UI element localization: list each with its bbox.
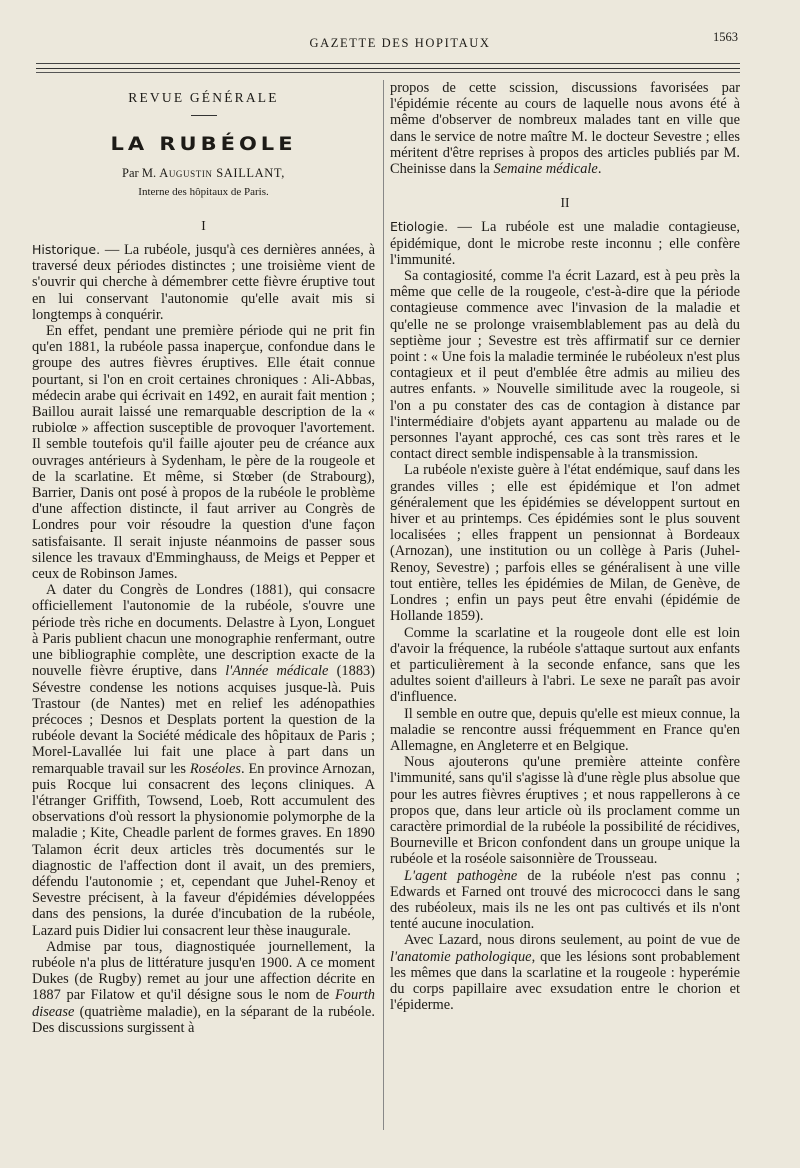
section-number: II: [560, 195, 570, 211]
paragraph: Avec Lazard, nous dirons seulement, au point de vue de l'anatomie pathologique, que les lésions sont probablement les mêmes que dans la scarlatine et la rougeole : hyperémie du corps papillaire avec exsudation entre le chorion et l'épiderme.: [390, 932, 740, 1014]
paragraph: Sa contagiosité, comme l'a écrit Lazard, est à peu près la même que celle de la rougeole, c'est-à-dire que la période contagieuse commence avec l'invasion de la maladie et qu'elle ne se prolonge vraisemblablement pas au delà du septième jour ; Sevestre est très affirmatif sur ce dernier point : « Une fois la maladie terminée le rubéoleux n'est plus contagieux et il peut d'emblée être admis au milieu des autres enfants. » Nouvelle similitude avec la rougeole, si l'on a pu constater des cas de contagion à distance par l'intermédiaire d'objets ayant appartenu au malade ou de personnes l'ayant approché, ces cas sont très rares et le contact direct semble indispensable à la transmission.: [390, 268, 740, 463]
header-rule: [36, 63, 740, 64]
paragraph: L'agent pathogène de la rubéole n'est pas connu ; Edwards et Farned ont trouvé des micrococci dans le sang des rubéoleux, mais ils ne les ont pas cultivés et ils n'ont tenté aucune inoculation.: [390, 867, 740, 933]
paragraph: La rubéole n'existe guère à l'état endémique, sauf dans les grandes villes ; elle est épidémique et l'on admet généralement que les épidémies se développent surtout en hiver et au printemps. Ces épidémies sont le plus souvent localisées ; elles frappent un pensionnat à Bordeaux (Arnozan), une institution ou un collège à Paris (Juhel-Renoy, Sevestre) ; parfois elles se généralisent à une ville tout entière, telles les épidémies de Milan, de Genève, de Londres ; enfin un pays peut être envahi (épidémie de Hollande 1859).: [390, 462, 740, 625]
paragraph: Admise par tous, diagnostiquée journellement, la rubéole n'a plus de littérature jusqu'en 1900. A ce moment Dukes (de Rugby) remet au jour une affection décrite en 1887 par Filatow et qu'il désigne sous le nom de Fourth disease (quatrième maladie), en la séparant de la rubéole. Des discussions surgissent à: [32, 938, 375, 1036]
paragraph-lead: Etiologie.: [390, 219, 449, 235]
running-title: GAZETTE DES HOPITAUX: [309, 36, 491, 50]
byline: [32, 165, 375, 181]
paragraph: Comme la scarlatine et la rougeole dont elle est loin d'avoir la fréquence, la rubéole s'attaque surtout aux enfants et particulièrement à la seconde enfance, sans que les adultes soient d'ailleurs à l'abri. Le sexe ne paraît pas avoir d'influence.: [390, 624, 740, 706]
paragraph: A dater du Congrès de Londres (1881), qui consacre officiellement l'autonomie de la rubéole, s'ouvre une période très riche en documents. Delastre à Lyon, Longuet à Paris publient chacun une monographie renfermant, outre une bibliographie complète, une description exacte de la nouvelle fièvre éruptive, dans l'Année médicale (1883) Sévestre condense les notions acquises jusque-là. Puis Trastour (de Nantes) met en relief les adénopathies précoces ; Desnos et Desplats portent la question de la rubéole devant la Société médicale des hôpitaux de Paris ; Morel-Lavallée lui fait une place à part dans un remarquable travail sur les Roséoles. En province Arnozan, puis Rocque lui consacrent des leçons cliniques. A l'étranger Griffith, Towsend, Loeb, Rott accumulent des observations d'où ressort la physionomie polymorphe de la maladie ; Kite, Cheadle parlent de formes graves. En 1890 Talamon écrit deux articles très documentés sur le diagnostic de l'affection dont il avait, un des premiers, défendu l'autonomie ; et, cependant que Juhel-Renoy et Sevestre précisent, à la faveur d'épidémies développées dans des pensions, la durée d'incubation de la rubéole, Lazard puis Didier lui consacrent leur thèse inaugurale.: [32, 582, 376, 939]
paragraph: En effet, pendant une première période qui ne prit fin qu'en 1881, la rubéole passa inaperçue, confondue dans le groupe des autres fièvres éruptives. Elle était connue pourtant, si l'on en croit certaines chroniques : Ali-Abbas, médecin arabe qui écrivait en 1492, en aurait fait mention ; Baillou aurait laissé une remarquable description de la « rubiolœ » affection susceptible de provoquer l'avortement. Il semble toutefois qu'il faille ajouter peu de créance aux ouvrages antérieurs à Sydenham, le père de la rougeole et de la scarlatine. Et même, si Stœber (de Strabourg), Barrier, Danis ont posé à propos de la rubéole le problème d'une affection distincte, il faut arriver au Congrès de Londres pour voir résoudre la question d'une façon satisfaisante. Il serait injuste néanmoins de passer sous silence les travaux d'Emminghauss, de Meigs et Pepper et ceux de Robinson James.: [32, 323, 375, 583]
section-rubric: REVUE GÉNÉRALE: [128, 90, 279, 105]
paragraph: Etiologie. — La rubéole est une maladie contagieuse, épidémique, dont le microbe reste inconnu ; elle confère l'immunité.: [390, 219, 740, 268]
paragraph: Historique. — La rubéole, jusqu'à ces dernières années, à traversé deux périodes distinctes ; une troisième vient de s'ouvrir qui cherche à démembrer cette fièvre éruptive tout en lui conservant l'autonomie qu'elle avait mis si longtemps à conquérir.: [32, 242, 375, 323]
paragraph: propos de cette scission, discussions favorisées par l'épidémie récente au cours de laquelle nous avons été à même d'observer de nombreux malades tant en ville que dans le service de notre maître M. le docteur Sevestre ; elles méritent d'être reprises à propos des articles publiés par M. Cheinisse dans la Semaine médicale.: [390, 80, 740, 178]
article-title: LA RUBÉOLE: [110, 133, 297, 155]
author-affiliation: Interne des hôpitaux de Paris.: [138, 185, 269, 198]
left-column: [32, 80, 375, 1036]
header-rule: [36, 72, 740, 73]
author-name: Augustin SAILLANT,: [159, 166, 285, 181]
paragraph: Nous ajouterons qu'une première atteinte confère l'immunité, sans qu'il s'agisse là d'une règle plus absolue que pour les autres fièvres éruptives ; et nous rappellerons à ce propos que, dans leur article où ils proclament comme un caractère primordial de la rubéole la possibilité de récidives, Bourneville et Bricon confondent dans un groupe unique la rubéole et la roséole saisonnière de Trousseau.: [390, 754, 740, 868]
column-divider: [383, 80, 384, 1130]
title-divider: [191, 115, 217, 116]
right-column: [390, 80, 740, 1013]
byline-prefix: Par M.: [122, 166, 157, 181]
page-number: 1563: [713, 30, 738, 44]
section-number: I: [201, 217, 206, 233]
paragraph: Il semble en outre que, depuis qu'elle est mieux connue, la maladie se rencontre aussi fréquemment en France qu'en Allemagne, en Angleterre et en Belgique.: [390, 705, 740, 754]
header-rule: [36, 68, 740, 69]
paragraph-lead: Historique.: [32, 242, 101, 258]
